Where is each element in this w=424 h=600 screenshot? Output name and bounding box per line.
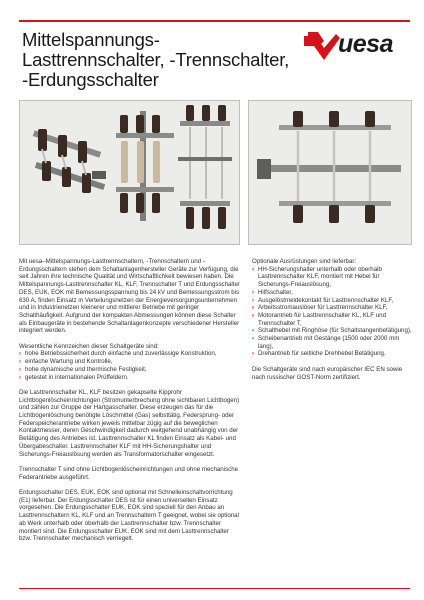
features-list bbox=[19, 350, 242, 381]
title-line-1: Mittelspannungs- bbox=[22, 29, 160, 50]
product-photo-switches bbox=[19, 100, 240, 245]
norm-paragraph: Die Schaltgeräte sind nach europäischer IEC EN sowie nach russischer GOST-Norm zertifiziert. bbox=[252, 365, 403, 381]
list-item: › Arbeitsstromauslöser für Lasttrennschalter KLF, bbox=[252, 304, 412, 312]
top-rule bbox=[19, 20, 410, 22]
intro-paragraph: Mit uesa–Mittelspannungs-Lasttrennschaltern, -Trennschaltern und -Erdungsschaltern stehen dem Schaltanlagenhersteller Geräte zur Verfügung, die seit Jahren ihre technische Qualität und Wirtschaftlichkeit bewiesen haben. Die Mittelspannungs-Lasttrennschalter KL, KLF, Trennschalter T und Erdungsschalter DES, EUK, EOK mit Bemessungsspannung bis 24 kV und Bemessungsstrom bis 630 A, finden Einsatz in Verteilungsnetzen der Energieversorgungsunternehmen und in Industrienetzen kleinerer und mittlerer Betriebe mit geringer Schalthäufigkeit. Aufgrund der kompakten Abmessungen können diese Schalter als Einbaugeräte in bestehende Schaltanlagenkonzepte verschiedener Hersteller integriert werden. bbox=[19, 258, 240, 335]
des-paragraph: Erdungsschalter DES, EUK, EOK sind optional mit Schnelleinschaltvorrichtung (E1) lieferbar. Der Erdungsschalter DES ist für einen universellen Einsatz vorgesehen. Die Erdungsschalter EUK, EOK sind speziell für den Anbau an Lasttrennschaltern KL, KLF und an Trennschaltern T geeignet, wobei sie optional ab Werk unterhalb oder oberhalb der Lasttrennschalter bzw. Trennschalter montiert sind. Die Erdungsschalter EUK, EOK sind mit dem Lasttrennschalter bzw. Trennschalter mechanisch verriegelt. bbox=[19, 489, 239, 543]
right-text-column bbox=[252, 258, 412, 381]
list-item: › hohe dynamische und thermische Festigkeit, bbox=[19, 366, 242, 374]
list-item: › getestet in internationalen Prüffeldern. bbox=[19, 374, 242, 382]
list-item: › Drehantrieb für seitliche Drehhebel Betätigung. bbox=[252, 350, 412, 358]
list-item: › einfache Wartung und Kontrolle, bbox=[19, 358, 242, 366]
list-item: › Scheibenantrieb mit Gestänge (1500 oder 2000 mm lang), bbox=[252, 335, 412, 350]
bottom-rule bbox=[19, 588, 410, 589]
t-paragraph: Trennschalter T sind ohne Lichtbogenlöscheinrichtungen und ohne mechanische Federantriebe ausgeführt. bbox=[19, 465, 239, 481]
uesa-logo bbox=[302, 30, 410, 62]
title-line-2: Lasttrennschalter, -Trennschalter, bbox=[22, 49, 290, 70]
left-text-column bbox=[19, 258, 242, 543]
options-heading: Optionale Ausrüstungen sind lieferbar: bbox=[252, 258, 357, 265]
list-item: › HH-Sicherungshalter unterhalb oder oberhalb Lasttrennschalter KLF, montiert mit Hebel für Sicherungs-Freiauslösung, bbox=[252, 266, 412, 289]
list-item: › Schalthebel mit Ringhöse (für Schaltstangenbetätigung), bbox=[252, 327, 412, 335]
list-item: › Hilfsschalter, bbox=[252, 289, 412, 297]
product-photo-disconnector bbox=[248, 100, 412, 245]
list-item: › Ausgelöstmeldekontakt für Lasttrennschalter KLF, bbox=[252, 297, 412, 305]
title-line-3: -Erdungsschalter bbox=[22, 69, 159, 90]
page-title bbox=[22, 30, 322, 90]
features-heading: Wesentliche Kennzeichen dieser Schaltgeräte sind: bbox=[19, 342, 159, 350]
options-list bbox=[252, 266, 412, 358]
logo-mark-icon bbox=[302, 30, 342, 62]
kl-paragraph: Die Lasttrennschalter KL, KLF besitzen gekapselte Kipprohr Lichtbogenlöscheinrichtungen (Stromunterbrechung ohne sichtbaren Lichtbogen) und zählen zur Gruppe der Hartgasschalter. Diese erzeugen das für die Lichtbogenlöschung benötigte Löschmittel (Gas) selbsttätig. Federsprung- oder Federspeicherantriebe wirken jeweils mittelbar zügig auf die beweglichen Kontaktmesser, deren Geschwindigkeit dadurch weitgehend unabhängig von der Betätigung des Antriebes ist. Lasttrennschalter KL finden Einsatz als Kabel- und Übergabeschalter. Lasttrennschalter KLF mit HH-Sicherungshalter und Sicherungs-Freiauslösung werden als Transformatorschalter eingesetzt. bbox=[19, 388, 240, 458]
list-item: › Motorantrieb für Lasttrennschalter KL, KLF und Trennschalter T, bbox=[252, 312, 412, 327]
logo-wordmark: uesa bbox=[338, 30, 393, 58]
list-item: › hohe Betriebssicherheit durch einfache und zuverlässige Konstruktion, bbox=[19, 350, 242, 358]
